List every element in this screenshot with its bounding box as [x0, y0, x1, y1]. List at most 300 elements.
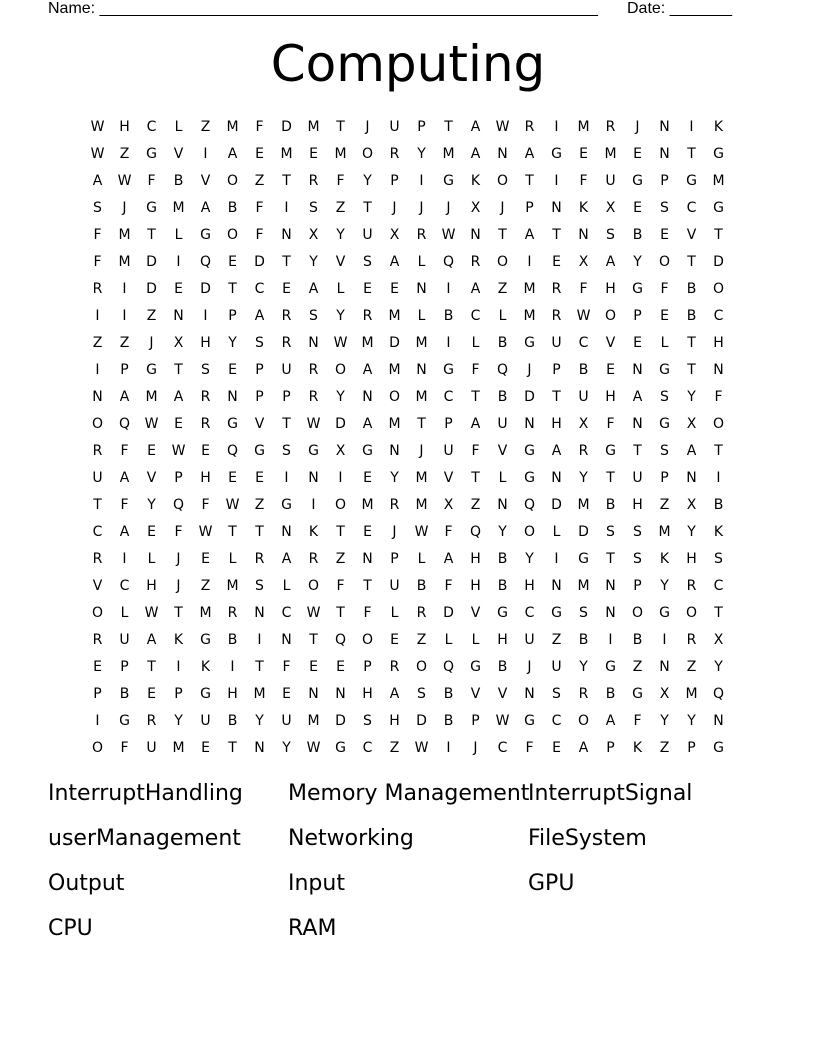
grid-row [84, 302, 732, 329]
grid-letter: A [389, 253, 400, 270]
grid-letter: W [144, 604, 159, 621]
grid-letter: T [228, 280, 237, 297]
grid-letter: T [363, 577, 372, 594]
grid-letter: B [632, 631, 643, 648]
grid-letter: O [226, 172, 239, 189]
grid-letter: Y [309, 253, 318, 270]
grid-letter: N [173, 307, 184, 324]
grid-letter: L [660, 334, 669, 351]
grid-letter: J [419, 442, 424, 459]
grid-letter: G [200, 226, 211, 243]
grid-letter: T [336, 604, 345, 621]
grid-letter: R [281, 334, 292, 351]
grid-letter: T [336, 118, 345, 135]
grid-letter: R [92, 550, 103, 567]
grid-letter: S [606, 523, 615, 540]
grid-letter: T [147, 226, 156, 243]
grid-letter: Z [119, 334, 130, 351]
grid-letter: N [632, 361, 643, 378]
grid-letter: M [280, 145, 293, 162]
grid-letter: G [659, 415, 670, 432]
grid-letter: G [551, 145, 562, 162]
grid-letter: U [146, 739, 157, 756]
grid-letter: A [443, 550, 454, 567]
grid-letter: I [608, 631, 613, 648]
grid-letter: X [308, 226, 319, 243]
grid-letter: H [524, 577, 535, 594]
grid-letter: A [578, 739, 589, 756]
grid-letter: D [146, 280, 157, 297]
grid-letter: O [577, 712, 590, 729]
grid-letter: G [200, 685, 211, 702]
grid-letter: F [579, 172, 588, 189]
grid-letter: S [255, 334, 264, 351]
grid-letter: B [443, 685, 454, 702]
grid-letter: L [174, 118, 183, 135]
grid-letter: Y [579, 469, 588, 486]
grid-letter: G [659, 604, 670, 621]
grid-letter: I [203, 307, 208, 324]
grid-letter: L [471, 334, 480, 351]
grid-letter: H [200, 334, 211, 351]
grid-letter: E [201, 739, 210, 756]
grid-letter: C [686, 199, 697, 216]
word-list-item: CPU [48, 916, 93, 941]
grid-letter: M [415, 496, 428, 513]
header-line [48, 0, 748, 18]
grid-letter: B [443, 712, 454, 729]
grid-letter: P [660, 172, 669, 189]
grid-letter: O [361, 631, 374, 648]
grid-letter: A [632, 388, 643, 405]
grid-letter: E [174, 415, 183, 432]
word-list-item: Input [288, 871, 345, 896]
grid-letter: T [525, 172, 534, 189]
grid-letter: C [470, 307, 481, 324]
grid-letter: W [414, 739, 429, 756]
grid-letter: P [228, 307, 237, 324]
grid-letter: B [173, 172, 184, 189]
grid-letter: K [173, 631, 184, 648]
grid-letter: N [497, 145, 508, 162]
grid-letter: G [362, 442, 373, 459]
grid-letter: U [551, 334, 562, 351]
grid-letter: F [336, 577, 345, 594]
grid-letter: A [686, 442, 697, 459]
grid-letter: N [254, 739, 265, 756]
grid-letter: O [415, 658, 428, 675]
grid-letter: V [470, 604, 481, 621]
grid-letter: X [578, 253, 589, 270]
grid-letter: H [605, 280, 616, 297]
grid-letter: Z [335, 199, 346, 216]
grid-letter: A [362, 415, 373, 432]
grid-letter: L [471, 631, 480, 648]
grid-letter: P [255, 361, 264, 378]
grid-letter: J [419, 199, 424, 216]
grid-letter: Z [632, 658, 643, 675]
grid-letter: Y [417, 145, 426, 162]
grid-letter: U [632, 469, 643, 486]
grid-letter: R [389, 145, 400, 162]
grid-letter: A [119, 388, 130, 405]
grid-letter: B [605, 496, 616, 513]
grid-letter: N [389, 442, 400, 459]
grid-letter: M [415, 388, 428, 405]
grid-letter: T [228, 523, 237, 540]
grid-letter: D [281, 118, 292, 135]
grid-letter: L [417, 550, 426, 567]
grid-letter: Y [336, 388, 345, 405]
grid-letter: I [230, 658, 235, 675]
grid-letter: N [524, 415, 535, 432]
grid-letter: I [446, 334, 451, 351]
grid-letter: G [146, 145, 157, 162]
grid-letter: K [200, 658, 211, 675]
grid-letter: S [201, 361, 210, 378]
grid-letter: H [470, 550, 481, 567]
grid-row [84, 167, 732, 194]
grid-letter: J [365, 118, 370, 135]
grid-letter: M [577, 577, 590, 594]
grid-letter: E [309, 145, 318, 162]
grid-letter: L [498, 469, 507, 486]
grid-letter: D [200, 280, 211, 297]
grid-letter: J [176, 577, 181, 594]
grid-letter: Y [363, 172, 372, 189]
grid-letter: L [444, 631, 453, 648]
grid-letter: G [281, 496, 292, 513]
grid-letter: B [227, 199, 238, 216]
grid-letter: F [255, 118, 264, 135]
grid-letter: R [578, 685, 589, 702]
grid-letter: F [471, 361, 480, 378]
grid-letter: T [687, 334, 696, 351]
grid-letter: L [552, 523, 561, 540]
grid-letter: F [93, 253, 102, 270]
grid-letter: A [92, 172, 103, 189]
grid-row [84, 329, 732, 356]
grid-letter: T [633, 442, 642, 459]
grid-row [84, 599, 732, 626]
grid-letter: Q [334, 631, 347, 648]
grid-letter: O [658, 253, 671, 270]
grid-letter: P [174, 469, 183, 486]
grid-letter: S [309, 307, 318, 324]
grid-letter: S [660, 199, 669, 216]
grid-letter: E [552, 739, 561, 756]
grid-letter: Y [687, 712, 696, 729]
grid-letter: U [362, 226, 373, 243]
grid-row [84, 194, 732, 221]
grid-letter: A [605, 253, 616, 270]
grid-letter: H [632, 496, 643, 513]
grid-letter: X [173, 334, 184, 351]
grid-letter: F [606, 415, 615, 432]
grid-letter: Z [416, 631, 427, 648]
grid-letter: P [471, 712, 480, 729]
grid-letter: O [307, 577, 320, 594]
grid-letter: N [605, 604, 616, 621]
grid-letter: Z [119, 145, 130, 162]
grid-letter: Z [686, 658, 697, 675]
grid-letter: N [308, 685, 319, 702]
grid-letter: N [281, 226, 292, 243]
grid-letter: I [176, 253, 181, 270]
grid-letter: R [686, 577, 697, 594]
grid-letter: N [92, 388, 103, 405]
grid-letter: Q [442, 253, 455, 270]
grid-letter: W [198, 523, 213, 540]
grid-letter: F [282, 658, 291, 675]
grid-letter: M [712, 172, 725, 189]
grid-letter: Y [336, 307, 345, 324]
grid-letter: F [255, 226, 264, 243]
grid-letter: V [443, 469, 454, 486]
grid-letter: D [524, 388, 535, 405]
grid-row [84, 437, 732, 464]
grid-letter: P [174, 685, 183, 702]
grid-letter: Z [200, 118, 211, 135]
grid-letter: A [119, 523, 130, 540]
grid-letter: D [443, 604, 454, 621]
grid-letter: D [551, 496, 562, 513]
grid-letter: A [389, 685, 400, 702]
grid-letter: G [713, 739, 724, 756]
grid-letter: J [149, 334, 154, 351]
grid-letter: K [659, 550, 670, 567]
grid-letter: Z [146, 307, 157, 324]
grid-letter: A [524, 226, 535, 243]
grid-letter: B [119, 685, 130, 702]
grid-letter: I [95, 307, 100, 324]
grid-letter: Z [335, 550, 346, 567]
grid-letter: U [605, 172, 616, 189]
grid-letter: P [633, 307, 642, 324]
grid-letter: W [576, 307, 591, 324]
grid-letter: R [389, 496, 400, 513]
grid-letter: S [660, 442, 669, 459]
grid-letter: M [226, 577, 239, 594]
grid-letter: Y [390, 469, 399, 486]
grid-letter: T [714, 604, 723, 621]
grid-letter: T [228, 739, 237, 756]
grid-letter: Y [498, 523, 507, 540]
grid-letter: M [604, 145, 617, 162]
grid-letter: P [120, 658, 129, 675]
grid-letter: X [659, 685, 670, 702]
grid-letter: F [120, 496, 129, 513]
grid-letter: N [416, 361, 427, 378]
grid-letter: G [524, 442, 535, 459]
grid-letter: T [687, 145, 696, 162]
grid-letter: I [527, 253, 532, 270]
grid-letter: E [147, 442, 156, 459]
grid-letter: C [443, 388, 454, 405]
grid-letter: I [311, 496, 316, 513]
grid-letter: F [147, 172, 156, 189]
grid-letter: Z [200, 577, 211, 594]
grid-letter: R [281, 307, 292, 324]
grid-letter: R [524, 118, 535, 135]
grid-letter: P [444, 415, 453, 432]
grid-letter: L [417, 307, 426, 324]
grid-letter: P [390, 550, 399, 567]
grid-letter: R [308, 361, 319, 378]
grid-letter: S [282, 442, 291, 459]
grid-letter: M [118, 226, 131, 243]
grid-letter: T [606, 469, 615, 486]
grid-letter: W [306, 415, 321, 432]
grid-letter: E [282, 685, 291, 702]
grid-letter: M [577, 496, 590, 513]
grid-letter: R [551, 280, 562, 297]
grid-letter: U [200, 712, 211, 729]
grid-letter: P [552, 361, 561, 378]
word-list-item: Output [48, 871, 125, 896]
grid-letter: B [497, 334, 508, 351]
grid-letter: I [257, 631, 262, 648]
grid-letter: H [713, 334, 724, 351]
grid-letter: T [255, 658, 264, 675]
grid-letter: Q [442, 658, 455, 675]
grid-row [84, 545, 732, 572]
grid-letter: F [120, 739, 129, 756]
grid-letter: J [392, 523, 397, 540]
grid-letter: J [527, 361, 532, 378]
grid-letter: M [388, 415, 401, 432]
grid-row [84, 680, 732, 707]
grid-letter: E [363, 469, 372, 486]
grid-letter: S [660, 388, 669, 405]
grid-letter: D [146, 253, 157, 270]
grid-letter: V [335, 253, 346, 270]
grid-letter: D [335, 712, 346, 729]
grid-letter: Y [228, 334, 237, 351]
grid-letter: I [446, 280, 451, 297]
grid-letter: E [633, 145, 642, 162]
grid-letter: T [282, 172, 291, 189]
grid-letter: Q [226, 442, 239, 459]
grid-letter: E [228, 253, 237, 270]
grid-letter: P [633, 577, 642, 594]
grid-letter: S [714, 550, 723, 567]
grid-letter: S [309, 199, 318, 216]
grid-letter: U [119, 631, 130, 648]
grid-letter: A [281, 550, 292, 567]
grid-letter: T [363, 199, 372, 216]
grid-letter: S [363, 253, 372, 270]
grid-letter: Y [687, 388, 696, 405]
grid-letter: W [225, 496, 240, 513]
grid-letter: T [552, 388, 561, 405]
grid-letter: O [91, 739, 104, 756]
grid-letter: U [92, 469, 103, 486]
grid-row [84, 572, 732, 599]
grid-letter: O [685, 604, 698, 621]
grid-letter: W [414, 523, 429, 540]
grid-letter: V [146, 469, 157, 486]
grid-row [84, 626, 732, 653]
grid-letter: V [200, 172, 211, 189]
grid-letter: F [471, 442, 480, 459]
grid-letter: G [227, 415, 238, 432]
grid-letter: Q [523, 496, 536, 513]
grid-letter: N [713, 361, 724, 378]
grid-letter: N [308, 469, 319, 486]
grid-letter: A [470, 415, 481, 432]
grid-row [84, 491, 732, 518]
grid-letter: R [227, 604, 238, 621]
grid-letter: R [470, 253, 481, 270]
grid-letter: I [662, 631, 667, 648]
grid-letter: G [551, 604, 562, 621]
grid-letter: T [444, 118, 453, 135]
grid-letter: Z [92, 334, 103, 351]
grid-letter: Q [118, 415, 131, 432]
grid-letter: W [495, 118, 510, 135]
grid-letter: O [388, 388, 401, 405]
grid-letter: F [444, 523, 453, 540]
grid-letter: H [200, 469, 211, 486]
grid-letter: V [497, 685, 508, 702]
grid-letter: A [227, 145, 238, 162]
grid-letter: N [524, 685, 535, 702]
grid-letter: F [201, 496, 210, 513]
grid-letter: G [119, 712, 130, 729]
grid-letter: A [254, 307, 265, 324]
grid-letter: B [497, 550, 508, 567]
grid-letter: E [363, 523, 372, 540]
grid-letter: E [282, 280, 291, 297]
grid-letter: B [578, 631, 589, 648]
grid-letter: A [362, 361, 373, 378]
grid-letter: W [441, 226, 456, 243]
grid-letter: N [551, 577, 562, 594]
grid-letter: M [307, 118, 320, 135]
grid-letter: J [122, 199, 127, 216]
grid-letter: F [633, 712, 642, 729]
grid-letter: Y [255, 712, 264, 729]
grid-row [84, 113, 732, 140]
grid-letter: G [470, 658, 481, 675]
grid-letter: E [255, 145, 264, 162]
grid-letter: W [333, 334, 348, 351]
grid-letter: E [147, 685, 156, 702]
grid-letter: F [93, 226, 102, 243]
grid-letter: I [203, 145, 208, 162]
grid-letter: G [524, 334, 535, 351]
grid-letter: M [523, 280, 536, 297]
grid-letter: G [443, 172, 454, 189]
grid-letter: T [282, 253, 291, 270]
grid-letter: G [605, 658, 616, 675]
grid-letter: Q [469, 523, 482, 540]
grid-letter: Q [712, 685, 725, 702]
grid-letter: C [146, 118, 157, 135]
grid-letter: J [527, 658, 532, 675]
grid-letter: O [361, 145, 374, 162]
grid-letter: I [122, 307, 127, 324]
grid-letter: C [497, 739, 508, 756]
grid-letter: B [713, 496, 724, 513]
grid-letter: S [606, 226, 615, 243]
grid-letter: J [176, 550, 181, 567]
grid-letter: R [551, 307, 562, 324]
grid-letter: E [579, 145, 588, 162]
grid-letter: R [92, 280, 103, 297]
grid-letter: A [605, 712, 616, 729]
